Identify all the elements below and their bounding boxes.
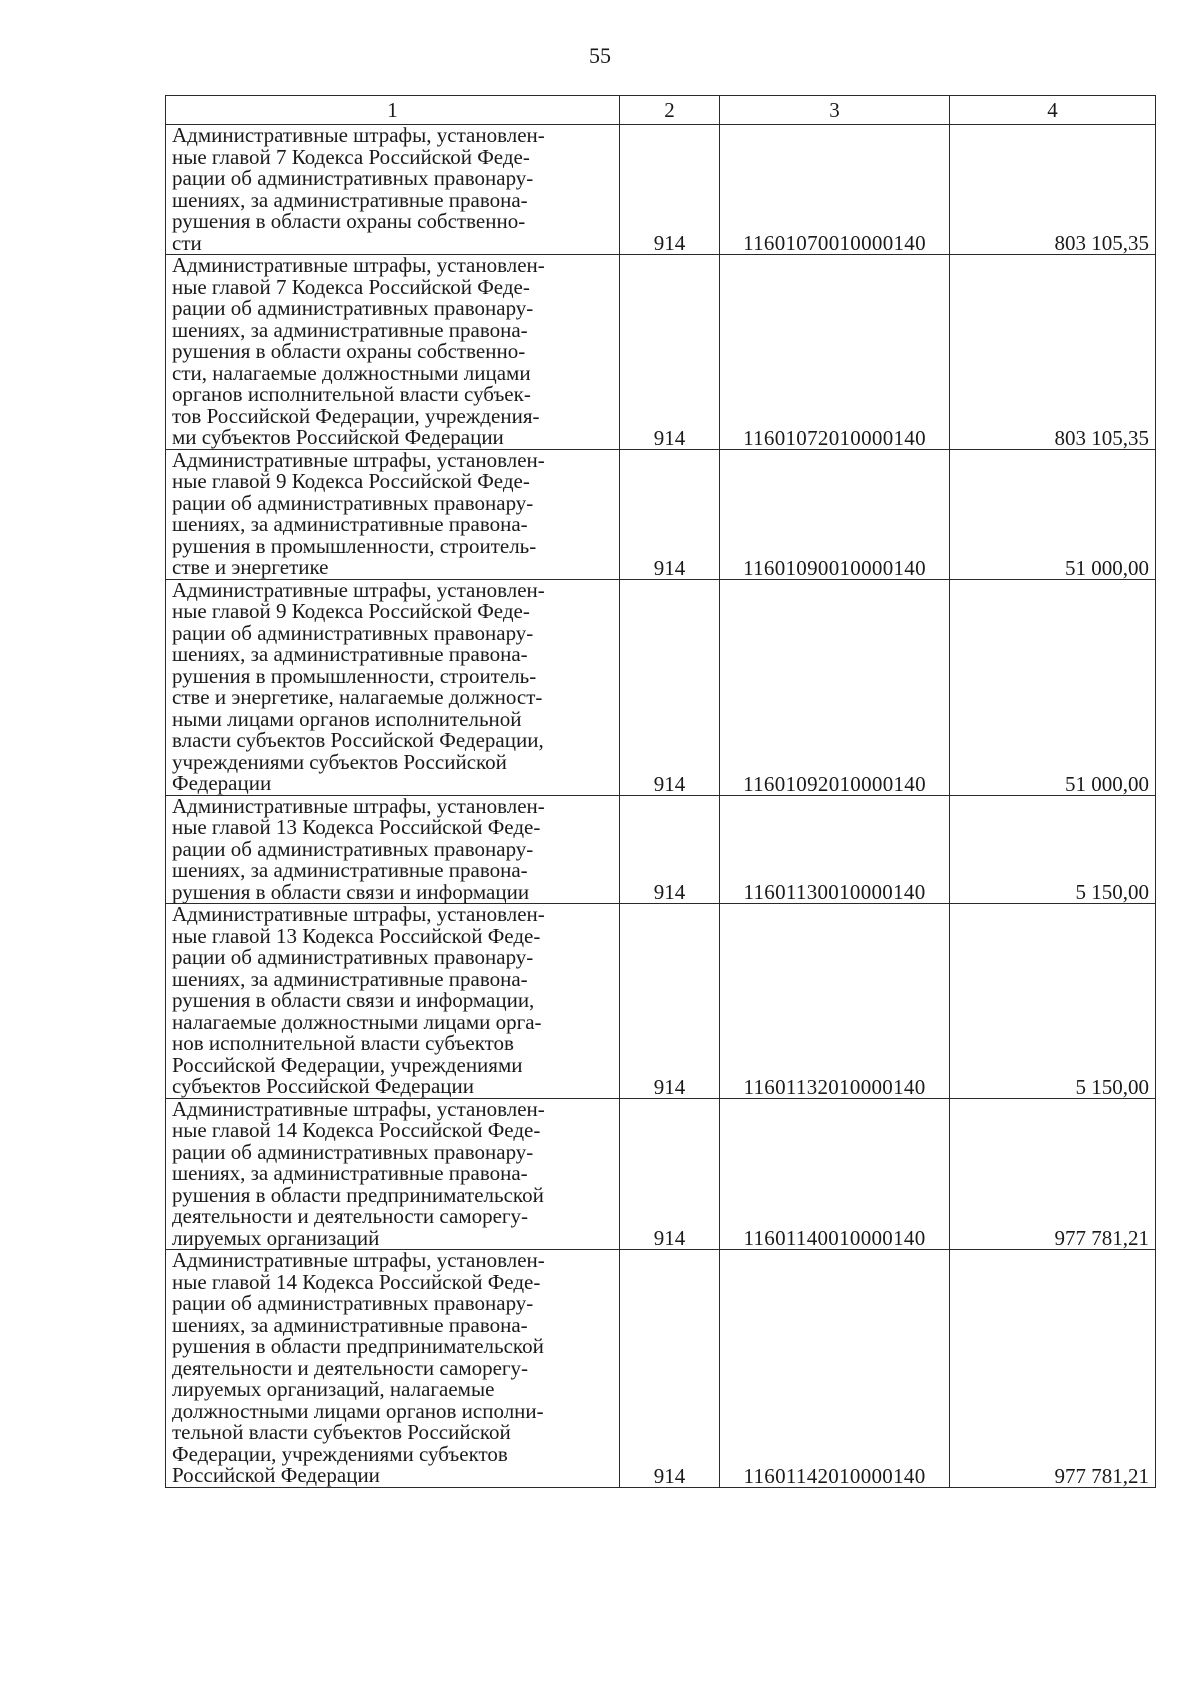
row-budget-code: 11601072010000140 bbox=[720, 255, 950, 450]
row-admin-code: 914 bbox=[620, 125, 720, 255]
table-row bbox=[166, 904, 1156, 1099]
row-name-cell bbox=[166, 904, 620, 1099]
row-name-text: Административные штрафы, установлен- ные главой 13 Кодекса Российской Феде- рации об административных правонару- шениях, за административные правона- рушения в области связи и информации, налагаемые должностными лицами орга- нов исполнительной власти субъектов Российской Федерации, учреждениями субъектов Российской Федерации bbox=[172, 902, 545, 1098]
row-admin-code: 914 bbox=[620, 1250, 720, 1488]
row-admin-code: 914 bbox=[620, 1098, 720, 1250]
row-name-text: Административные штрафы, установлен- ные главой 9 Кодекса Российской Феде- рации об административных правонару- шениях, за административные правона- рушения в промышленности, строитель- стве и энергетике bbox=[172, 447, 545, 579]
row-name-cell bbox=[166, 579, 620, 795]
row-name-cell bbox=[166, 1250, 620, 1488]
row-amount: 977 781,21 bbox=[950, 1250, 1156, 1488]
row-name-cell bbox=[166, 1098, 620, 1250]
row-budget-code: 11601130010000140 bbox=[720, 795, 950, 904]
row-admin-code: 914 bbox=[620, 449, 720, 579]
row-budget-code: 11601092010000140 bbox=[720, 579, 950, 795]
row-budget-code: 11601140010000140 bbox=[720, 1098, 950, 1250]
row-amount: 803 105,35 bbox=[950, 125, 1156, 255]
row-amount: 51 000,00 bbox=[950, 449, 1156, 579]
row-budget-code: 11601132010000140 bbox=[720, 904, 950, 1099]
row-budget-code: 11601090010000140 bbox=[720, 449, 950, 579]
row-amount: 5 150,00 bbox=[950, 904, 1156, 1099]
table-row bbox=[166, 1098, 1156, 1250]
row-name-text: Административные штрафы, установлен- ные главой 13 Кодекса Российской Феде- рации об административных правонару- шениях, за административные правона- рушения в области связи и информации bbox=[172, 793, 545, 904]
header-row bbox=[166, 96, 1156, 125]
table-row bbox=[166, 795, 1156, 904]
row-admin-code: 914 bbox=[620, 579, 720, 795]
row-name-text: Административные штрафы, установлен- ные главой 7 Кодекса Российской Феде- рации об административных правонару- шениях, за административные правона- рушения в области охраны собственно- сти bbox=[172, 123, 545, 255]
table-row bbox=[166, 579, 1156, 795]
table-row bbox=[166, 255, 1156, 450]
row-name-text: Административные штрафы, установлен- ные главой 14 Кодекса Российской Феде- рации об административных правонару- шениях, за административные правона- рушения в области предпринимательской деятельности и деятельности саморегу- лируемых организаций bbox=[172, 1096, 545, 1250]
row-amount: 977 781,21 bbox=[950, 1098, 1156, 1250]
header-col-2: 2 bbox=[620, 96, 720, 125]
row-amount: 803 105,35 bbox=[950, 255, 1156, 450]
table-row bbox=[166, 1250, 1156, 1488]
row-admin-code: 914 bbox=[620, 904, 720, 1099]
row-name-cell bbox=[166, 255, 620, 450]
page-number: 55 bbox=[589, 43, 611, 68]
row-budget-code: 11601070010000140 bbox=[720, 125, 950, 255]
row-budget-code: 11601142010000140 bbox=[720, 1250, 950, 1488]
row-name-text: Административные штрафы, установлен- ные главой 9 Кодекса Российской Феде- рации об административных правонару- шениях, за административные правона- рушения в промышленности, строитель- стве и энергетике, налагаемые должност- ными лицами органов исполнительной власти субъектов Российской Федерации, учреждениями субъектов Российской Федерации bbox=[172, 577, 545, 795]
table-row bbox=[166, 125, 1156, 255]
budget-table bbox=[165, 95, 1156, 1488]
header-col-1: 1 bbox=[166, 96, 620, 125]
row-name-cell bbox=[166, 449, 620, 579]
row-name-text: Административные штрафы, установлен- ные главой 14 Кодекса Российской Феде- рации об административных правонару- шениях, за административные правона- рушения в области предпринимательской деятельности и деятельности саморегу- лируемых организаций, налагаемые должностными лицами органов исполни- тельной власти субъектов Российской Федерации, учреждениями субъектов Российской Федерации bbox=[172, 1248, 545, 1487]
header-col-4: 4 bbox=[950, 96, 1156, 125]
row-name-cell bbox=[166, 795, 620, 904]
row-name-cell bbox=[166, 125, 620, 255]
table-row bbox=[166, 449, 1156, 579]
header-col-3: 3 bbox=[720, 96, 950, 125]
row-name-text: Административные штрафы, установлен- ные главой 7 Кодекса Российской Феде- рации об административных правонару- шениях, за административные правона- рушения в области охраны собственно- сти, налагаемые должностными лицами органов исполнительной власти субъек- тов Российской Федерации, учреждения- ми субъектов Российской Федерации bbox=[172, 253, 545, 449]
row-admin-code: 914 bbox=[620, 795, 720, 904]
row-amount: 51 000,00 bbox=[950, 579, 1156, 795]
row-amount: 5 150,00 bbox=[950, 795, 1156, 904]
row-admin-code: 914 bbox=[620, 255, 720, 450]
